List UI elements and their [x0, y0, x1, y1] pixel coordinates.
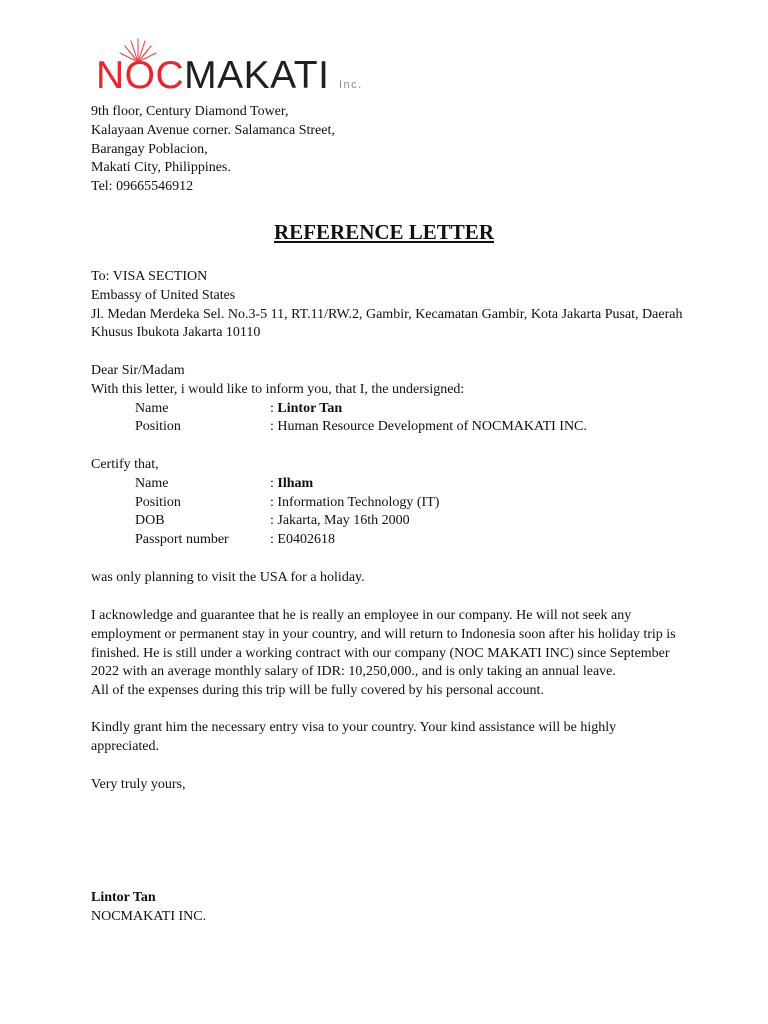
field-value: [270, 475, 313, 494]
employee-name-row: [91, 475, 691, 494]
letter-title: REFERENCE LETTER: [274, 220, 494, 244]
employee-passport-row: [91, 531, 691, 550]
field-label: Name: [135, 400, 169, 416]
recipient-line: To: VISA SECTION: [91, 269, 208, 284]
address-line: 9th floor, Century Diamond Tower,: [91, 104, 289, 119]
recipient-line: Jl. Medan Merdeka Sel. No.3-5 11, RT.11/RW.2, Gambir, Kecamatan Gambir, Kota Jakarta Pusat, Daerah: [91, 306, 683, 322]
signer-name: Lintor Tan: [277, 400, 343, 416]
intro-text: With this letter, i would like to inform you, that I, the undersigned:: [91, 381, 465, 397]
intro-block: [91, 362, 691, 437]
field-separator: :: [270, 400, 278, 416]
signature-name: [91, 889, 691, 908]
closing-text: Very truly yours,: [91, 777, 186, 792]
address-phone: Tel: 09665546912: [91, 179, 194, 195]
employee-dob: : Jakarta, May 16th 2000: [270, 513, 410, 529]
field-separator: :: [270, 475, 278, 491]
signature-name-text: Lintor Tan: [91, 890, 156, 905]
closing-block: [91, 776, 691, 795]
field-label: Passport number: [135, 532, 229, 548]
paragraph-line: finished. He is still under a working contract with our company (NOC MAKATI INC) since September: [91, 645, 670, 661]
certify-text: Certify that,: [91, 457, 159, 472]
paragraph-line: All of the expenses during this trip will be fully covered by his personal account.: [91, 683, 544, 699]
address-line: Kalayaan Avenue corner. Salamanca Street,: [91, 122, 335, 138]
salutation: Dear Sir/Madam: [91, 363, 185, 378]
company-logo: [96, 36, 386, 98]
logo-wordmark: [96, 56, 329, 96]
logo-noc: NOC: [96, 54, 185, 97]
signature-block: [91, 889, 691, 927]
employee-name: Ilham: [277, 475, 314, 491]
paragraph-line: 2022 with an average monthly salary of IDR: 10,250,000., and is only taking an annual leave.: [91, 664, 616, 680]
address-line: Barangay Poblacion,: [91, 141, 208, 157]
paragraph-line: appreciated.: [91, 738, 160, 754]
paragraph-line: Kindly grant him the necessary entry visa to your country. Your kind assistance will be highly: [91, 720, 617, 735]
field-label: Name: [135, 475, 169, 491]
field-value: [270, 400, 342, 419]
employee-passport: : E0402618: [270, 532, 335, 548]
signer-name-row: [91, 400, 691, 419]
signature-company: NOCMAKATI INC.: [91, 908, 207, 924]
company-address: [91, 103, 691, 197]
logo-inc: Inc.: [339, 79, 363, 91]
employee-position-row: [91, 494, 691, 513]
address-line: Makati City, Philippines.: [91, 160, 231, 176]
certify-block: [91, 456, 691, 550]
recipient-line: Khusus Ibukota Jakarta 10110: [91, 325, 261, 341]
purpose-block: [91, 569, 691, 588]
paragraph-line: employment or permanent stay in your country, and will return to Indonesia soon after his holiday trip is: [91, 626, 676, 642]
field-label: Position: [135, 494, 181, 510]
employee-dob-row: [91, 512, 691, 531]
purpose-text: was only planning to visit the USA for a holiday.: [91, 570, 365, 585]
field-label: DOB: [135, 513, 165, 529]
guarantee-paragraph: [91, 607, 691, 701]
recipient-block: [91, 268, 691, 343]
recipient-line: Embassy of United States: [91, 287, 236, 303]
field-label: Position: [135, 419, 181, 435]
employee-position: : Information Technology (IT): [270, 494, 440, 510]
signer-position-row: [91, 418, 691, 437]
signer-position: : Human Resource Development of NOCMAKATI INC.: [270, 419, 587, 435]
logo-makati: MAKATI: [184, 54, 330, 97]
request-paragraph: [91, 719, 691, 757]
paragraph-line: I acknowledge and guarantee that he is really an employee in our company. He will not seek any: [91, 608, 632, 623]
